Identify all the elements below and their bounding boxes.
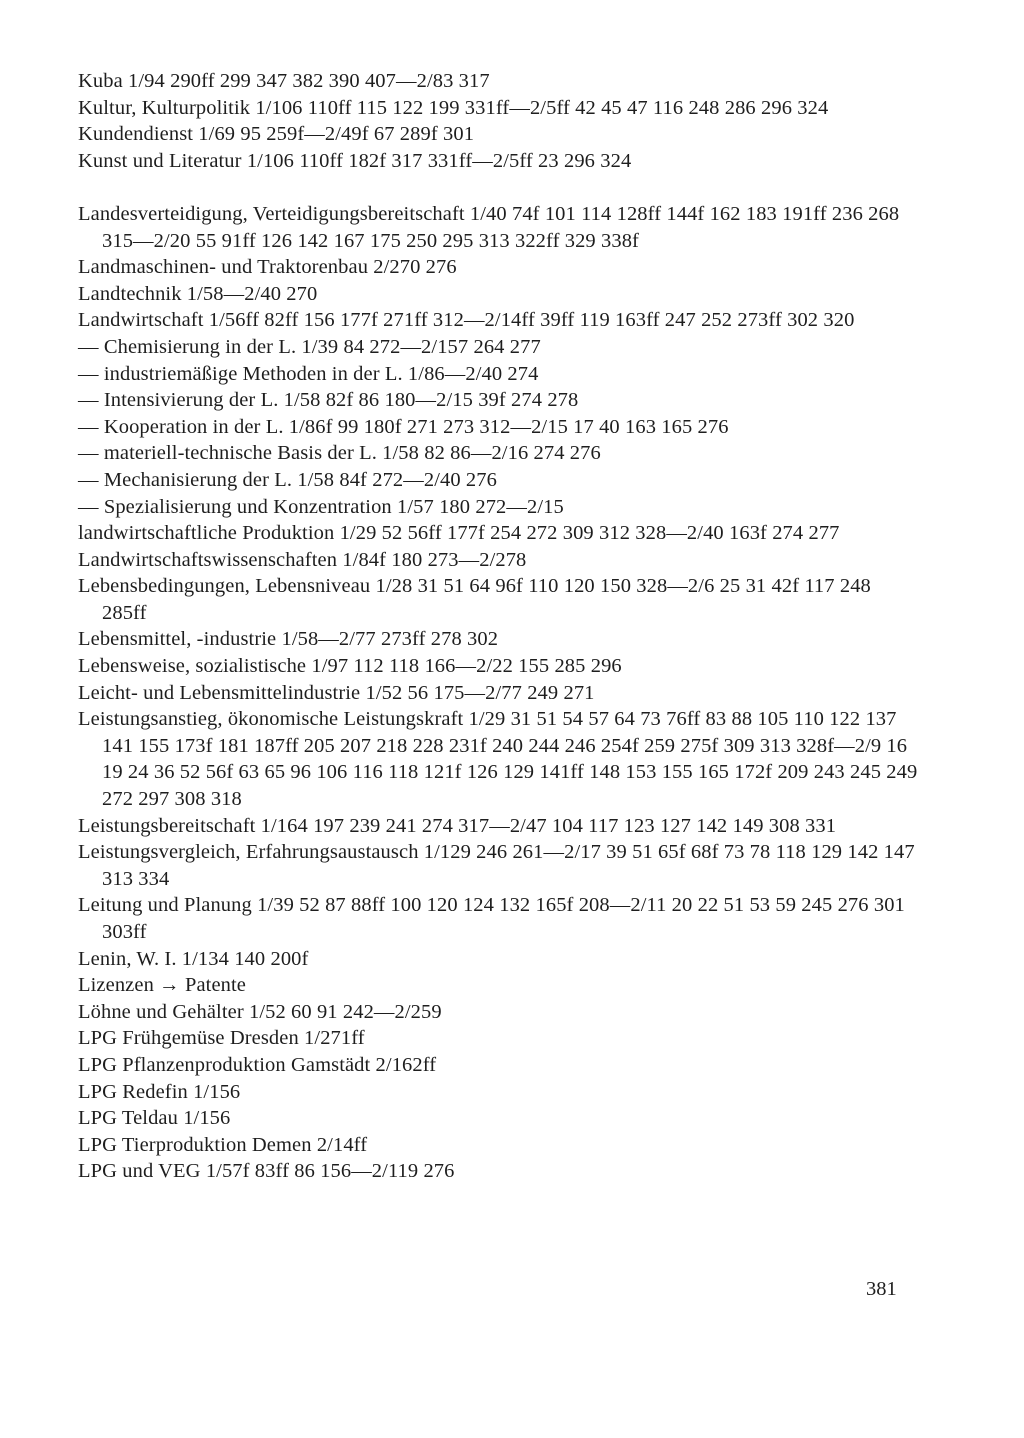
index-entry: Kuba 1/94 290ff 299 347 382 390 407—2/83 317 — [78, 70, 490, 92]
index-entry: Kundendienst 1/69 95 259f—2/49f 67 289f 301 — [78, 123, 475, 146]
index-entry: Löhne und Gehälter 1/52 60 91 242—2/259 — [78, 1000, 442, 1023]
index-subentry: — materiell-technische Basis der L. 1/58 82 86—2/16 274 276 — [78, 442, 601, 465]
page-number: 381 — [866, 1278, 897, 1300]
index-entry: Kultur, Kulturpolitik 1/106 110ff 115 122 199 331ff—2/5ff 42 45 47 116 248 286 296 324 — [78, 96, 829, 119]
index-subentry: — industriemäßige Methoden in der L. 1/86—2/40 274 — [78, 362, 539, 385]
index-entry: Lebensmittel, -industrie 1/58—2/77 273ff 278 302 — [78, 628, 499, 651]
index-group-l — [78, 201, 923, 1185]
index-entry: Landwirtschaft 1/56ff 82ff 156 177f 271ff 312—2/14ff 39ff 119 163ff 247 252 273ff 302 320 — [78, 309, 855, 332]
index-entry: LPG Pflanzenproduktion Gamstädt 2/162ff — [78, 1053, 437, 1076]
index-entry: LPG Tierproduktion Demen 2/14ff — [78, 1133, 368, 1156]
index-subentry: — Mechanisierung der L. 1/58 84f 272—2/40 276 — [78, 468, 497, 491]
index-cross-reference: Lizenzen → Patente — [78, 974, 247, 997]
index-entry: LPG und VEG 1/57f 83ff 86 156—2/119 276 — [78, 1160, 455, 1183]
index-entry: Kunst und Literatur 1/106 110ff 182f 317 331ff—2/5ff 23 296 324 — [78, 149, 632, 172]
index-entry: Leitung und Planung 1/39 52 87 88ff 100 120 124 132 165f 208—2/11 20 22 51 53 59 245 276 301 303ff — [78, 894, 911, 943]
index-entry: Lebensbedingungen, Lebensniveau 1/28 31 51 64 96f 110 120 150 328—2/6 25 31 42f 117 248 285ff — [78, 575, 877, 624]
index-entry: Lebensweise, sozialistische 1/97 112 118 166—2/22 155 285 296 — [78, 655, 622, 678]
index-subentry: — Chemisierung in der L. 1/39 84 272—2/157 264 277 — [78, 335, 541, 358]
index-subentry: — Kooperation in der L. 1/86f 99 180f 271 273 312—2/15 17 40 163 165 276 — [78, 415, 729, 438]
index-entry: Leicht- und Lebensmittelindustrie 1/52 56 175—2/77 249 271 — [78, 681, 595, 704]
index-subentry: — Intensivierung der L. 1/58 82f 86 180—2/15 39f 274 278 — [78, 389, 579, 412]
index-entry: Landmaschinen- und Traktorenbau 2/270 276 — [78, 256, 457, 279]
index-entry: LPG Frühgemüse Dresden 1/271ff — [78, 1027, 365, 1050]
index-entry: Leistungsanstieg, ökonomische Leistungskraft 1/29 31 51 54 57 64 73 76ff 83 88 105 110 122 137 141 155 173f 181 187ff 205 207 218 228 231f 240 244 246 254f 259 275f 309 313 328f—2/9 16 19 24 36 52 56f 63 65 96 106 116 118 121f 126 129 141ff 148 153 155 165 172f 209 243 245 249 272 297 308 318 — [78, 708, 923, 811]
index-entry: landwirtschaftliche Produktion 1/29 52 56ff 177f 254 272 309 312 328—2/40 163f 274 277 — [78, 522, 840, 545]
index-entry: Landesverteidigung, Verteidigungsbereitschaft 1/40 74f 101 114 128ff 144f 162 183 191ff 236 268 315—2/20 55 91ff 126 142 167 175 250 295 313 322ff 329 338f — [78, 202, 905, 252]
index-entry: Landtechnik 1/58—2/40 270 — [78, 282, 318, 305]
index-group-k — [78, 68, 918, 174]
subject-index — [78, 68, 923, 1185]
index-entry: Leistungsbereitschaft 1/164 197 239 241 274 317—2/47 104 117 123 127 142 149 308 331 — [78, 814, 837, 837]
index-entry: Leistungsvergleich, Erfahrungsaustausch 1/129 246 261—2/17 39 51 65f 68f 73 78 118 129 142 147 313 334 — [78, 841, 920, 890]
index-entry: Landwirtschaftswissenschaften 1/84f 180 273—2/278 — [78, 548, 527, 571]
index-subentry: — Spezialisierung und Konzentration 1/57 180 272—2/15 — [78, 495, 564, 518]
index-entry: LPG Teldau 1/156 — [78, 1107, 231, 1130]
index-entry: Lenin, W. I. 1/134 140 200f — [78, 947, 309, 970]
index-entry: LPG Redefin 1/156 — [78, 1080, 241, 1103]
